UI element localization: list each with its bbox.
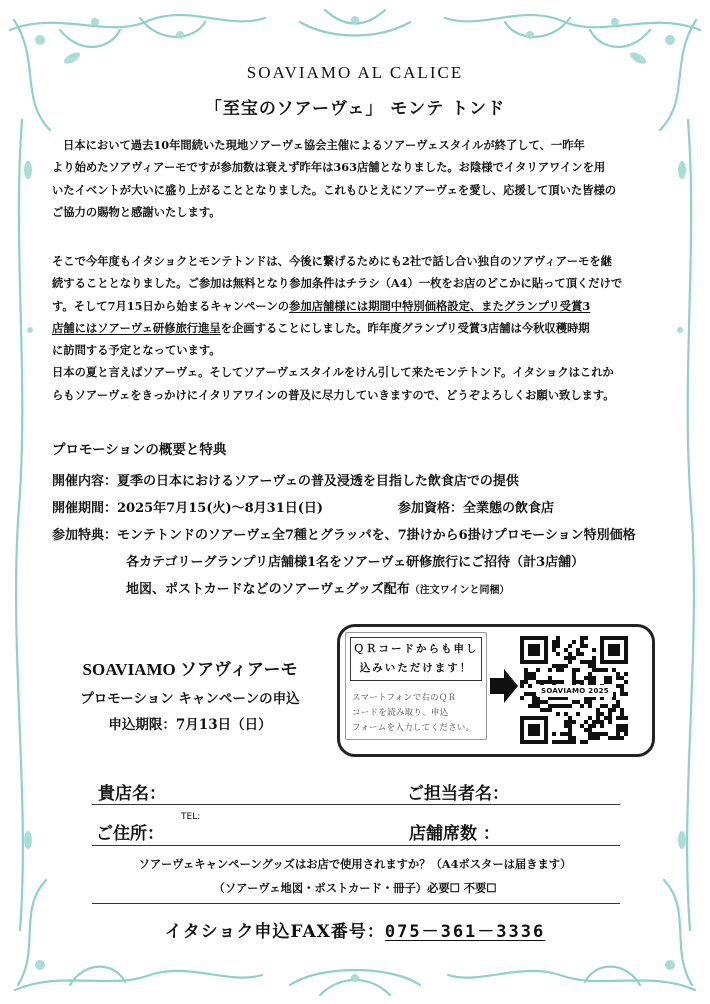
body-line: 続することとなりました。ご参加は無料となり参加条件はチラシ（A4）一枚をお店のどこかに貼って頂くだけで <box>52 276 623 291</box>
underlined-benefit: 店舗にはソアーヴェ研修旅行進呈 <box>52 320 221 335</box>
benefit-text: 地図、ポストカードなどのソアーヴェグッズ配布 <box>126 582 410 597</box>
body-line: に訪問する予定となっています。 <box>52 343 221 358</box>
application-brand: SOAVIAMO ソアヴィアーモ <box>82 660 298 679</box>
promotion-benefit <box>126 578 510 597</box>
qr-instruction-line: フォームを入力してください。 <box>352 722 475 732</box>
goods-question: ソアーヴェキャンペーングッズはお店で使用されますか？（A4ポスターは届きます） <box>138 857 572 871</box>
arrow-right-icon <box>490 669 518 703</box>
promotion-heading: プロモーションの概要と特典 <box>52 442 227 458</box>
promotion-eligibility: 参加資格：全業態の飲食店 <box>398 501 555 516</box>
intro-line: いたイベントが大いに盛り上がることとなりました。これもひとえにソアーヴェを愛し、応援して頂いた皆様の <box>52 182 617 197</box>
divider <box>92 804 620 805</box>
divider <box>92 903 620 904</box>
underlined-benefit: 参加店舗様には期間中特別価格設定、またグランプリ受賞3 <box>289 298 591 313</box>
contact-person-label: ご担当者名： <box>407 784 509 804</box>
body-line: らもソアーヴェをきっかけにイタリアワインの普及に尽力していきますので、どうぞよろしくお願い致します。 <box>52 387 615 402</box>
goods-options: （ソアーヴェ地図・ポストカード・冊子）必要☐ 不要☐ <box>213 881 497 895</box>
fax-number[interactable]: 075－361－3336 <box>384 922 546 942</box>
body-line: そこで今年度もイタショクとモンテトンドは、今後に繋げるためにも2社で話し合い独自のソアヴィアーモを継 <box>52 254 612 268</box>
seats-label: 店舗席数 ： <box>409 824 500 844</box>
intro-line: ご協力の賜物と感謝いたします。 <box>52 204 221 219</box>
promotion-benefit: 各カテゴリーグランプリ店舗様1名をソアーヴェ研修旅行にご招待（計3店舗） <box>126 555 585 570</box>
intro-paragraph <box>52 134 662 223</box>
qr-instructions <box>352 690 487 735</box>
promotion-benefit: 参加特典：モンテトンドのソアーヴェ全7種とグラッパを、7掛けから6掛けプロモーション特別価格 <box>52 528 636 543</box>
body-line <box>52 295 662 317</box>
store-name-label: 貴店名： <box>98 784 166 804</box>
application-deadline: 申込期限：7月13日（日） <box>108 717 272 733</box>
brand-heading: SOAVIAMO AL CALICE <box>246 63 464 82</box>
divider <box>92 845 620 846</box>
address-label: ご住所： <box>96 824 164 844</box>
body-text: を企画することにしました。昨年度グランプリ受賞3店舗は今秋収穫時期 <box>220 320 590 335</box>
qr-instruction-line: スマートフォンで右のＱＲ <box>352 692 457 702</box>
tel-label: TEL: <box>181 812 201 822</box>
qr-headline-line: 込みいただけます！ <box>359 662 473 674</box>
intro-line: より始めたソアヴィアーモですが参加数は衰えず昨年は363店舗となりました。お陰様でイタリアワインを用 <box>52 160 606 175</box>
body-paragraph <box>52 250 662 406</box>
body-line <box>52 317 662 339</box>
qr-headline <box>350 637 482 681</box>
qr-headline-line: ＱＲコードからも申し <box>353 643 479 655</box>
fax-label: イタショク申込FAX番号： <box>164 922 385 942</box>
body-text: す。そして7月15日から始まるキャンペーンの <box>52 298 290 313</box>
benefit-note: （注文ワインと同梱） <box>409 585 510 596</box>
qr-code-label: SOAVIAMO 2025 <box>537 685 613 697</box>
promotion-period: 開催期間：2025年7月15(火)～8月31日(日) <box>52 501 324 516</box>
body-line: 日本の夏と言えばソアーヴェ。そしてソアーヴェスタイルをけん引して来たモンテトンド。イタショクはこれか <box>52 365 614 380</box>
promotion-content: 開催内容：夏季の日本におけるソアーヴェの普及浸透を目指した飲食店での提供 <box>52 474 519 489</box>
qr-instruction-line: コードを読み取り、申込 <box>352 707 449 717</box>
application-subtitle: プロモーション キャンペーンの申込 <box>80 691 300 707</box>
intro-line: 日本において過去10年間続いた現地ソアーヴェ協会主催によるソアーヴェスタイルが終了して、一昨年 <box>63 138 585 152</box>
page-title: 「至宝のソアーヴェ」 モンテ トンド <box>204 99 506 119</box>
fax-line <box>0 917 710 942</box>
